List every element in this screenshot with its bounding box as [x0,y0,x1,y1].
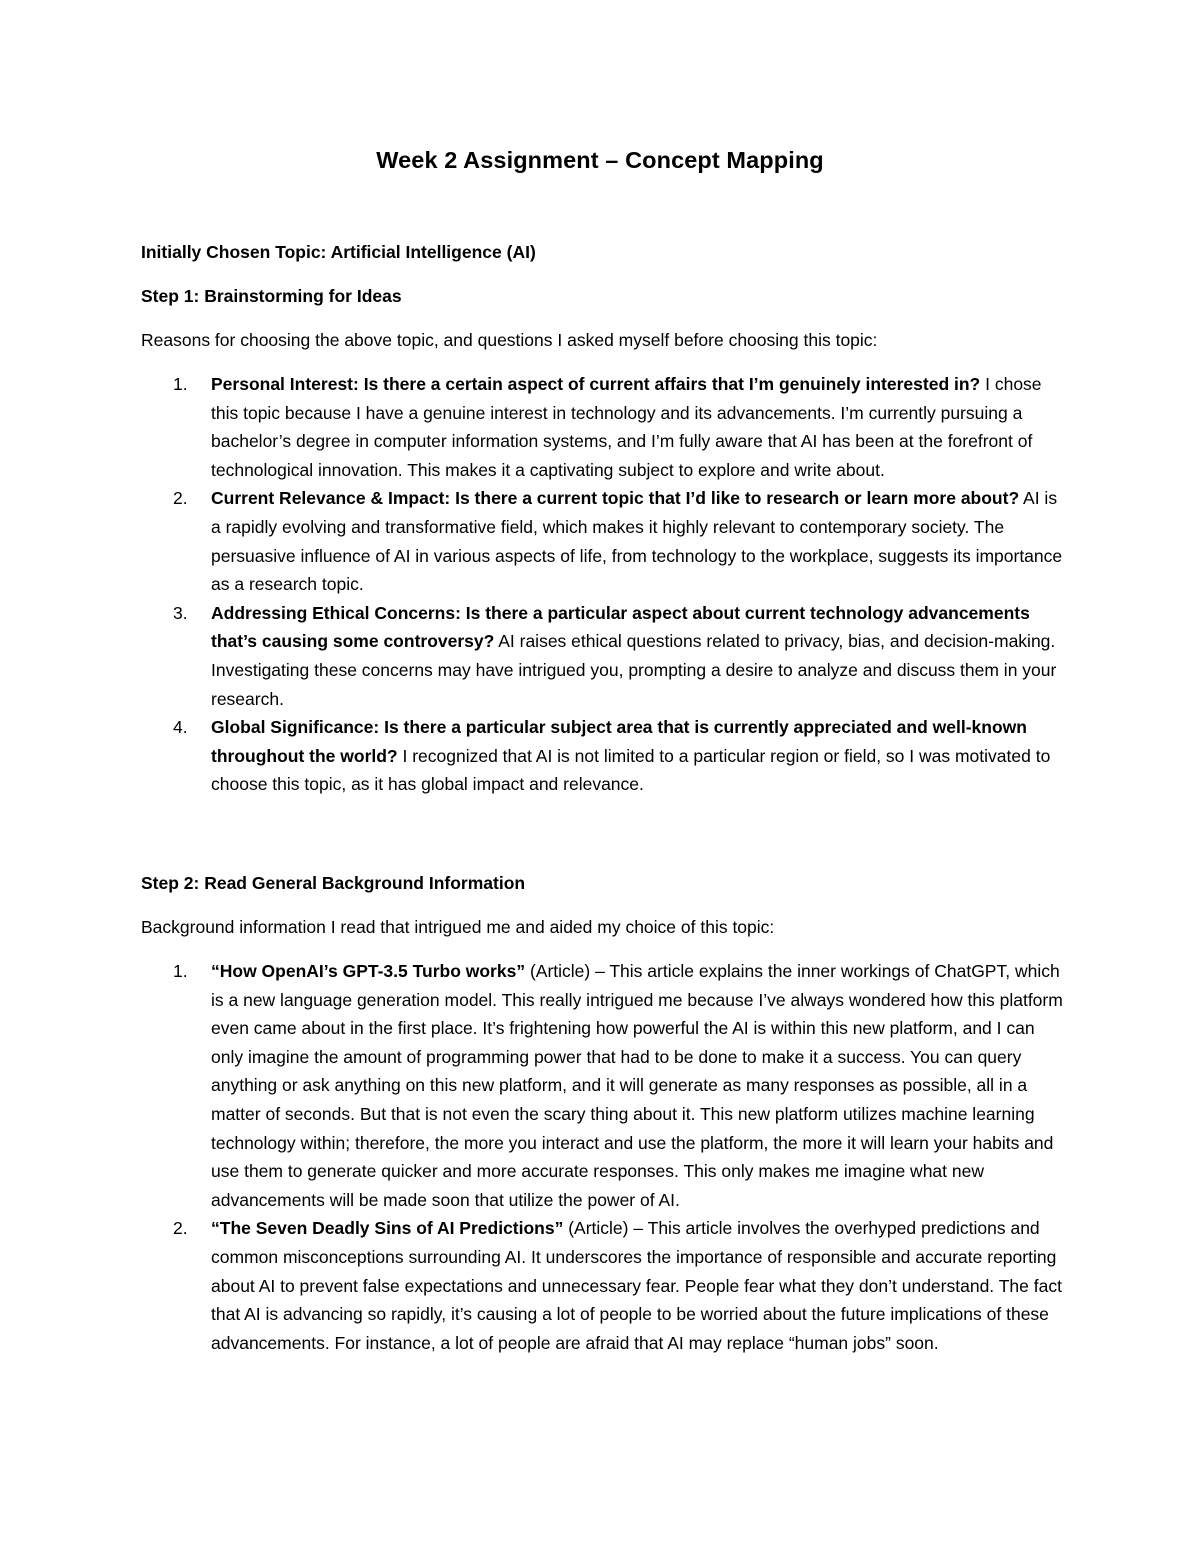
list-item-number: 3. [173,602,188,623]
list-item-text: AI raises ethical questions related to privacy, bias, and decision-making. Investigating these concerns may have intrigued you, prompting a desire to analyze and discuss them in your research. [211,631,1057,709]
chosen-topic-line: Initially Chosen Topic: Artificial Intelligence (AI) [141,242,536,262]
list-item-source-title: “How OpenAI’s GPT-3.5 Turbo works” [211,961,526,981]
list-item-text: AI is a rapidly evolving and transformative field, which makes it highly relevant to contemporary society. The persuasive influence of AI in various aspects of life, from technology to the workplace, suggests its importance as a research topic. [211,488,1063,595]
list-item-question: Addressing Ethical Concerns: Is there a particular aspect about current technology advancements that’s causing some controversy? [211,602,1030,652]
list-item [141,484,1066,598]
step1-heading: Step 1: Brainstorming for Ideas [141,286,402,306]
list-item-text: I chose this topic because I have a genuine interest in technology and its advancements. I’m currently pursuing a bachelor’s degree in computer information systems, and I’m fully aware that AI has been at the forefront of technological innovation. This makes it a captivating subject to explore and write about. [211,374,1042,480]
list-item-text: (Article) – This article involves the overhyped predictions and common misconceptions surrounding AI. It underscores the importance of responsible and accurate reporting about AI to prevent false expectations and unnecessary fear. People fear what they don’t understand. The fact that AI is advancing so rapidly, it’s causing a lot of people to be worried about the future implications of these advancements. For instance, a lot of people are afraid that AI may replace “human jobs” soon. [211,1218,1062,1353]
list-item [141,599,1066,713]
step1-intro: Reasons for choosing the above topic, and questions I asked myself before choosing this topic: [141,330,878,350]
list-item-question: Current Relevance & Impact: Is there a current topic that I’d like to research or learn more about? [211,488,1020,509]
list-item-number: 4. [173,717,188,738]
list-item [141,957,1066,1214]
list-item-text: I recognized that AI is not limited to a particular region or field, so I was motivated to choose this topic, as it has global impact and relevance. [211,745,1051,795]
list-item [141,370,1066,484]
document-title: Week 2 Assignment – Concept Mapping [376,147,824,173]
list-item-source-title: “The Seven Deadly Sins of AI Predictions” [211,1218,564,1239]
list-item [141,713,1066,799]
step2-heading: Step 2: Read General Background Information [141,873,526,893]
step1-reasons-list [141,370,1066,799]
list-item [141,1214,1066,1357]
step2-intro: Background information I read that intrigued me and aided my choice of this topic: [141,917,775,937]
list-item-text: (Article) – This article explains the inner workings of ChatGPT, which is a new language generation model. This really intrigued me because I’ve always wondered how this platform even came about in the first place. It’s frightening how powerful the AI is within this new platform, and I can only imagine the amount of programming power that had to be done to make it a success. You can query anything or ask anything on this new platform, and it will generate as many responses as possible, all in a matter of seconds. But that is not even the scary thing about it. This new platform utilizes machine learning technology within; therefore, the more you interact and use the platform, the more it will learn your habits and use them to generate quicker and more accurate responses. This only makes me imagine what new advancements will be made soon that utilize the power of AI. [211,961,1063,1210]
list-item-number: 1. [173,374,188,394]
list-item-number: 2. [173,1218,188,1239]
step2-background-list [141,957,1066,1357]
list-item-question: Personal Interest: Is there a certain aspect of current affairs that I’m genuinely interested in? [211,374,981,394]
list-item-number: 1. [173,961,188,981]
list-item-number: 2. [173,488,188,509]
list-item-question: Global Significance: Is there a particular subject area that is currently appreciated and well-known throughout the world? [211,717,1027,766]
